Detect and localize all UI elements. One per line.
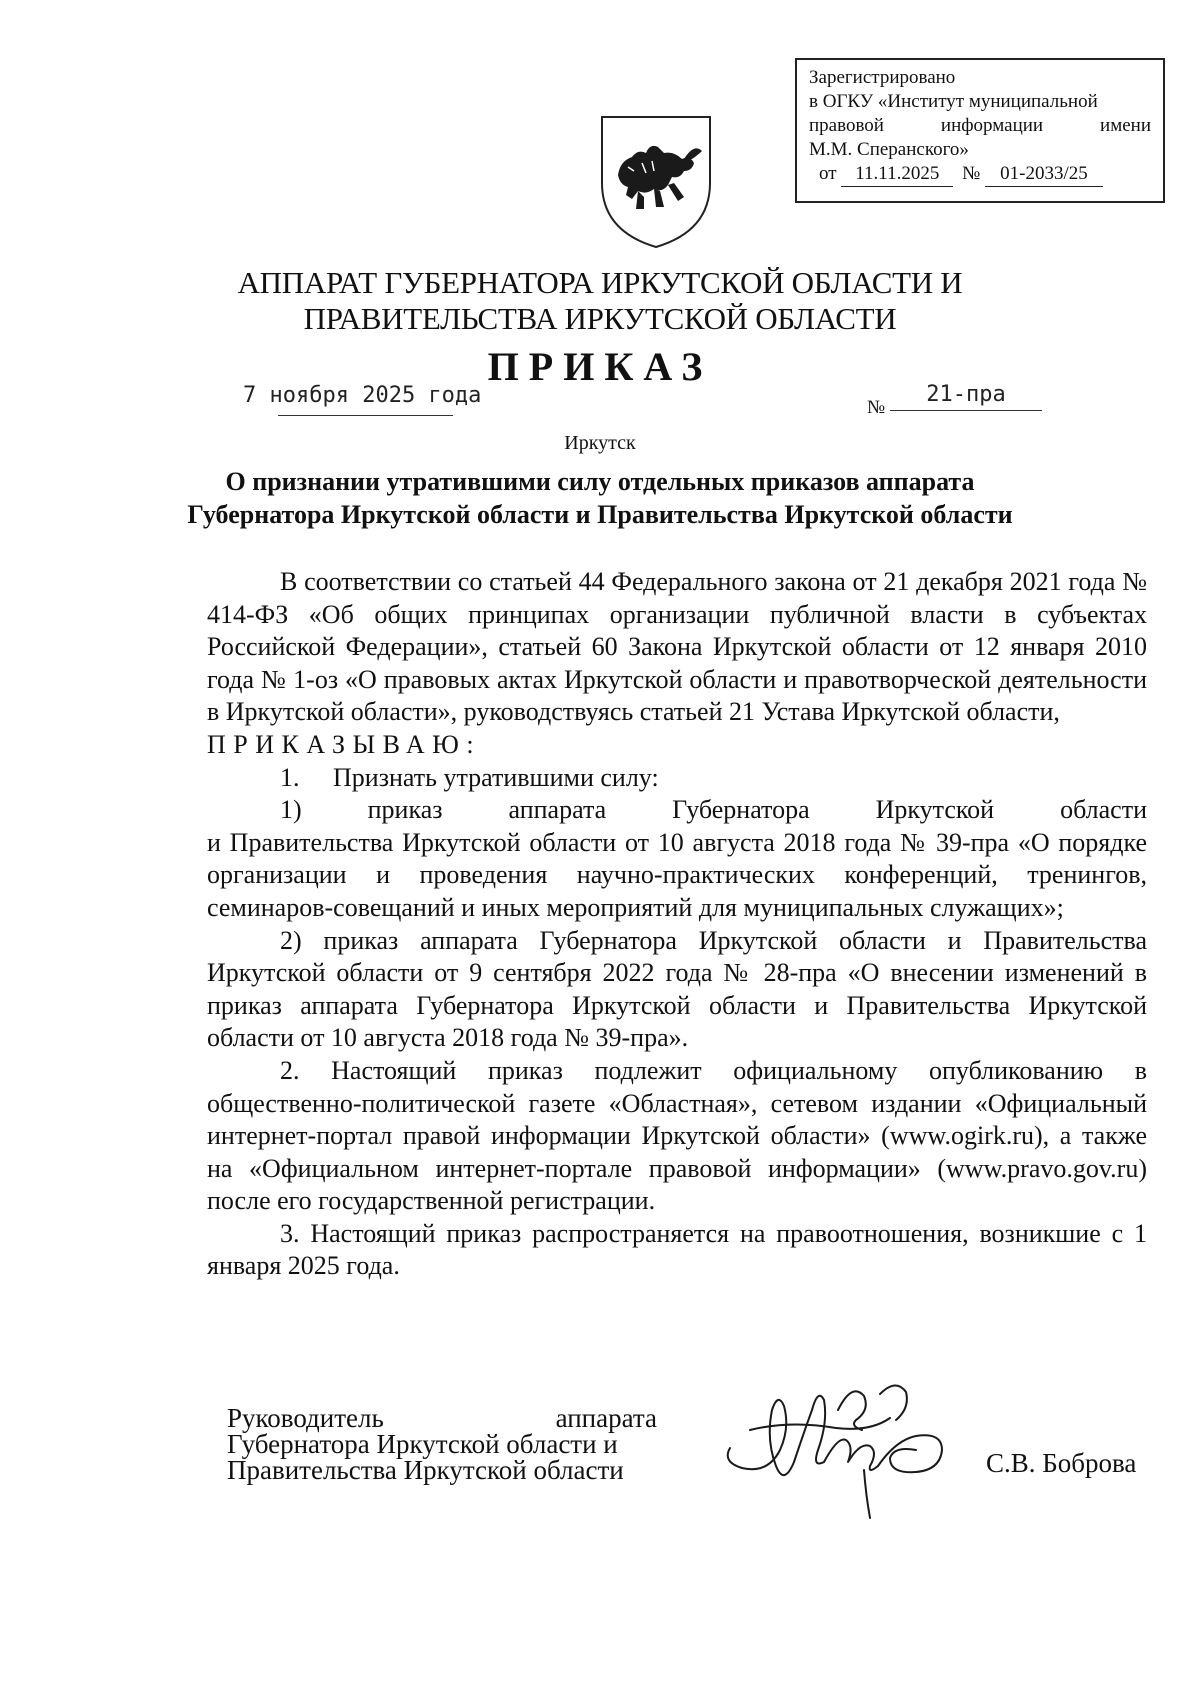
registration-number-label: № (962, 163, 981, 184)
document-number-label: № (867, 397, 886, 418)
document-type: ПРИКАЗ (487, 344, 713, 389)
handwritten-signature-icon (720, 1370, 960, 1530)
registration-line: Зарегистрировано (809, 67, 956, 88)
subject-line: Губернатора Иркутской области и Правительства Иркутской области (187, 500, 1013, 529)
signatory-title-line: Правительства Иркутской области (227, 1455, 624, 1485)
signatory-title (227, 1405, 657, 1483)
item-1-number: 1. (280, 762, 300, 792)
subject-line: О признании утратившими силу отдельных приказов аппарата (225, 467, 975, 496)
document-number: 21-пра (890, 380, 1042, 411)
registration-line: правовой информации имени (809, 115, 1151, 136)
item-1 (207, 762, 1147, 795)
document-subject (150, 465, 1050, 531)
signatory-title-line: Губернатора Иркутской области и (227, 1429, 618, 1459)
registration-from-label: от (819, 163, 837, 184)
signatory-title-line: Руководитель аппарата (227, 1403, 657, 1433)
item-3-paragraph: 3. Настоящий приказ распространяется на правоотношения, возникшие с 1 января 2025 года. (207, 1218, 1147, 1281)
date-underline (278, 415, 453, 416)
item-1-1-first-line: 1) приказ аппарата Губернатора Иркутской области (280, 795, 1147, 825)
irkutsk-coat-of-arms-icon (598, 113, 714, 251)
registration-number: 01-2033/25 (985, 162, 1103, 187)
organization-title-line: АППАРАТ ГУБЕРНАТОРА ИРКУТСКОЙ ОБЛАСТИ И (237, 265, 963, 300)
document-city: Иркутск (564, 432, 636, 454)
document-date: 7 ноября 2025 года (243, 383, 482, 408)
document-body (207, 566, 1147, 1283)
preamble-paragraph: В соответствии со статьей 44 Федерального закона от 21 декабря 2021 года № 414-ФЗ «Об общих принципах организации публичной власти в субъектах Российской Федерации», статьей 60 Закона Иркутской области от 12 января 2010 года № 1-оз «О правовых актах Иркутской области и правотворческой деятельности в Иркутской области», руководствуясь статьей 21 Устава Иркутской области, (207, 567, 1147, 727)
organization-title (0, 265, 1200, 337)
order-word: ПРИКАЗЫВАЮ: (207, 729, 482, 759)
item-1-2-paragraph: 2) приказ аппарата Губернатора Иркутской области и Правительства Иркутской области от 9 сентября 2022 года № 28-пра «О внесении изменений в приказ аппарата Губернатора Иркутской области и Правительства Иркутской области от 10 августа 2018 года № 39-пра». (207, 925, 1147, 1053)
item-1-text: Признать утратившими силу: (333, 762, 659, 792)
item-2-paragraph: 2. Настоящий приказ подлежит официальному опубликованию в общественно-политической газете «Областная», сетевом издании «Официальный интернет-портал правой информации Иркутской области» (www.ogirk.ru), а также на «Официальном интернет-портале правовой информации» (www.pravo.gov.ru) после его государственной регистрации. (207, 1055, 1147, 1216)
registration-date-line (809, 162, 1151, 187)
signatory-name: С.В. Боброва (986, 1448, 1137, 1478)
registration-stamp (795, 58, 1165, 203)
registration-line: М.М. Сперанского» (809, 139, 969, 160)
organization-title-line: ПРАВИТЕЛЬСТВА ИРКУТСКОЙ ОБЛАСТИ (303, 301, 897, 336)
registration-date: 11.11.2025 (841, 162, 953, 187)
registration-line: в ОГКУ «Институт муниципальной (809, 91, 1098, 112)
item-1-1-paragraph: и Правительства Иркутской области от 10 августа 2018 года № 39-пра «О порядке организации и проведения научно-практических конференций, тренингов, семинаров-совещаний и иных мероприятий для муниципальных служащих»; (207, 827, 1147, 922)
